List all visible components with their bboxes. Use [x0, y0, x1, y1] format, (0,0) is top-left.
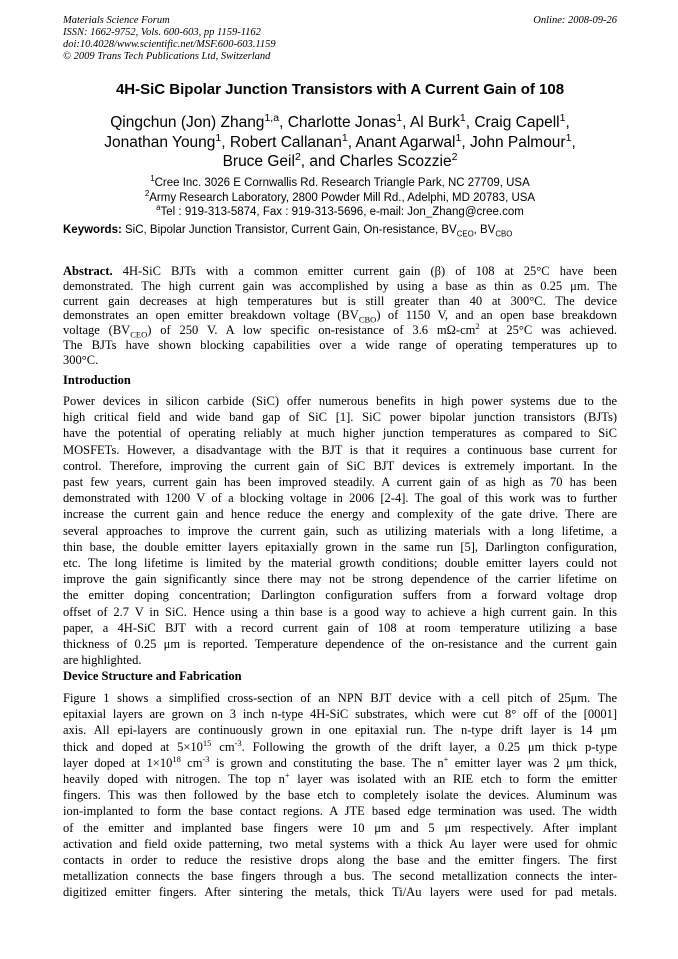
- affiliation-arl: $^2$Army Research Laboratory, 2800 Powder Mill Rd., Adelphi, MD 20783, USA: [144, 188, 536, 204]
- contact-info: $^a$Tel : 919-313-5874, Fax : 919-313-5696, e-mail: Jon_Zhang@cree.com: [156, 203, 524, 218]
- author-line: Bruce Geil$^2$, and Charles Scozzie$^2$: [222, 150, 458, 170]
- online-date: Online: 2008-09-26: [533, 15, 617, 26]
- device-structure-text: Figure 1 shows a simplified cross-section of an NPN BJT device with a cell pitch of 25μm. The epitaxial layers are grown on 3 inch n-type 4H-SiC substrates, which were cut 8° off of the [0001] axis. All epi-layers are continuously grown in one epitaxial run. The n-type drift layer is 14 μm thick and doped at $5\times 10^{15}$ $cm^{-3}$. Following the growth of the drift layer, a 0.25 μm thick p-type layer doped at $1\times 10^{18}$ $cm^{-3}$ is grown and constituting the base. The n+ emitter layer was 2 μm thick, heavily doped with nitrogen. The top n+ layer was isolated with an RIE etch to form the emitter fingers. This was then followed by the base etch to completely isolate the devices. Aluminum was ion-implanted to form the base contact regions. A JTE based edge termination was used. The width of the emitter and implanted base fingers were 10 μm and 5 μm respectively. After implant activation and field oxide patterning, two metal systems with a thick Au layer were used for ohmic contacts in order to reduce the resistive drops along the base and the emitter fingers. The first metallization connects the base fingers through a bus. The second metallization connects the inter- digitized emitter fingers. After sintering the metals, thick Ti/Au layers were used for pad metals.: [63, 691, 618, 900]
- journal-copyright: © 2009 Trans Tech Publications Ltd, Switzerland: [63, 51, 271, 62]
- author-line: Qingchun (Jon) Zhang$^{1,a}$, Charlotte Jonas$^1$, Al Burk$^1$, Craig Capell$^1$,: [110, 111, 570, 131]
- author-list: [63, 113, 617, 172]
- paper-title: 4H-SiC Bipolar Junction Transistors with A Current Gain of 108: [115, 81, 565, 98]
- abstract-label: Abstract.: [63, 264, 113, 278]
- author-line: Jonathan Young$^1$, Robert Callanan$^1$, Anant Agarwal$^1$, John Palmour$^1$,: [104, 131, 576, 151]
- section-heading-device-structure: Device Structure and Fabrication: [63, 669, 242, 683]
- affiliations: [63, 176, 617, 220]
- journal-header: [63, 15, 617, 63]
- keywords: Keywords: SiC, Bipolar Junction Transistor, Current Gain, On-resistance, $BV_{CEO}$, $BV_{CBO}$: [63, 224, 513, 239]
- abstract: Abstract. 4H-SiC BJTs with a common emitter current gain (β) of 108 at 25°C have been demonstrated. The high current gain was accomplished by using a base as thin as 0.25 μm. The current gain decreases at high temperatures but is still greater than 40 at 300°C. The device demonstrates an open emitter breakdown voltage $(BV_{CBO})$ of 1150 V, and an open base breakdown voltage $(BV_{CEO})$ of 250 V. A low specific on-resistance of 3.6 $m\Omega-cm^2$ at 25°C was achieved. The BJTs have shown blocking capabilities over a wide range of operating temperatures up to 300°C.: [63, 264, 617, 367]
- section-heading-introduction: Introduction: [63, 373, 131, 387]
- keywords-label: Keywords:: [63, 224, 122, 236]
- journal-doi: doi:10.4028/www.scientific.net/MSF.600-603.1159: [63, 39, 276, 50]
- journal-name: Materials Science Forum: [63, 15, 170, 26]
- affiliation-cree: $^1$Cree Inc. 3026 E Cornwallis Rd. Research Triangle Park, NC 27709, USA: [150, 174, 530, 189]
- journal-issn: ISSN: 1662-9752, Vols. 600-603, pp 1159-1162: [63, 27, 261, 38]
- introduction-text: Power devices in silicon carbide (SiC) offer numerous benefits in high power systems due to the high critical field and wide band gap of SiC [1]. SiC power bipolar junction transistors (BJTs) have the potential of operating reliably at much higher junction temperatures as compared to SiC MOSFETs. However, a disadvantage with the BJT is that it requires a continuous base current for control. Therefore, improving the current gain of SiC BJT devices is extremely important. In the past few years, current gain has been improved steadily. A current gain of as high as 70 has been demonstrated with 1200 V of a blocking voltage in 2006 [2-4]. The goal of this work was to further increase the current gain and hence reduce the energy and complexity of the gate drive. There are several approaches to improve the current gain, such as utilizing materials with a long lifetime, a thin base, the double emitter layers epitaxially grown in the same run [5], Darlington configuration, etc. The long lifetime is limited by the material growth conditions; double emitter layers could not improve the gain significantly since there may not be strong dependence of the carrier lifetime on the emitter doping concentration; Darlington configuration suffers from a forward voltage drop offset of 2.7 V in SiC. Hence using a thin base is a good way to achieve a high current gain. In this paper, a 4H-SiC BJT with a record current gain of 108 at room temperature utilizing a base thickness of 0.25 μm is reported. Temperature dependence of the on-resistance and the current gain are highlighted.: [63, 394, 617, 668]
